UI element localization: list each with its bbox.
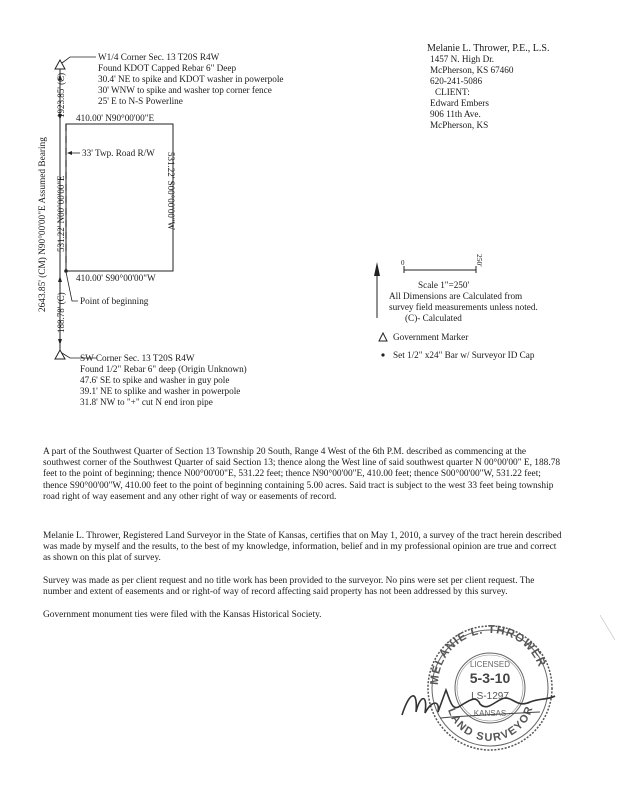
top-corner-note-2: 30.4' NE to spike and KDOT washer in powerpole [98,74,284,84]
right-boundary-label: 531.22' S00°00'00"W [166,152,176,231]
legal-description: A part of the Southwest Quarter of Section 13 Township 20 South, Range 4 West of the 6th P.M. described as commencing at the southwest corner of the Southwest Quarter of said Section 13; thence along the West line of said southwest quarter N 00°00'00" E, 188.78 feet to the point of beginning; thence N00°00'00"E, 531.22 feet; thence N90°00'00"E, 410.00 feet; thence S00°00'00"W, 531.22 feet; thence S90°00'00"W, 410.00 feet to the point of beginning containing 5.00 acres. Said tract is subject to the west 33 feet being township road right of way easement and any other right of way or easements of record. [43,447,561,502]
client-city: McPherson, KS [430,120,489,130]
pob-label: Point of beginning [80,296,149,306]
dimension-note-1: All Dimensions are Calculated from [389,291,523,301]
bottom-corner-note-2: 47.6' SE to spike and washer in guy pole [80,375,230,385]
dimension-note-2: survey field measurements unless noted. [389,302,538,312]
client-heading: CLIENT: [435,87,470,97]
top-corner-label: W1/4 Corner Sec. 13 T20S R4W [98,52,220,62]
top-corner-note-3: 30' WNW to spike and washer top corner fence [98,85,272,95]
bottom-corner-note-1: Found 1/2" Rebar 6" deep (Origin Unknown) [80,364,247,374]
bottom-corner-label: SW Corner Sec. 13 T20S R4W [80,353,195,363]
scale-end-label: 250' [475,254,484,267]
bottom-boundary-label: 410.00' S90°00'00"W [76,273,156,283]
surveyor-phone: 620-241-5086 [430,76,483,86]
legend-item-set-bar: Set 1/2" x24" Bar w/ Surveyor ID Cap [393,350,535,360]
left-boundary-label: 531.22' N00°00'00"E [56,175,66,252]
surveyor-address: 1457 N. High Dr. [430,54,495,64]
scale-zero-label: 0 [401,259,405,267]
bottom-corner-note-4: 31.8' NW to "+" cut N end iron pipe [80,397,213,407]
dimension-note-3: (C)- Calculated [405,313,462,323]
seal-top-text: MELANIE L. THROWER [428,623,548,686]
seal-state: KANSAS [473,709,507,718]
north-segment-label: 1923.85' (C) [56,72,66,118]
top-corner-note-1: Found KDOT Capped Rebar 6" Deep [98,63,237,73]
monument-ties-note: Government monument ties were filed with the Kansas Historical Society. [43,610,322,620]
certification-paragraph: Melanie L. Thrower, Registered Land Surveyor in the State of Kansas, certifies that on May 1, 2010, a survey of the tract herein described was made by myself and the results, to the best of my knowledge, information, belief and in my professional opinion are true and correct as shown on this plat of survey. [43,531,562,564]
west-line-total-label: 2643.85' (CM) N90°00'00"E Assumed Bearing [38,137,48,312]
top-corner-note-4: 25' E to N-S Powerline [98,96,183,106]
client-address: 906 11th Ave. [430,109,481,119]
legend-item-government-marker: Government Marker [393,332,469,342]
scale-label: Scale 1"=250' [418,280,470,290]
road-label: 33' Twp. Road R/W [82,148,155,158]
seal-date: 5-3-10 [469,670,511,686]
top-boundary-label: 410.00' N90°00'00"E [76,113,155,123]
seal-number: LS-1297 [471,691,509,702]
surveyor-city: McPherson, KS 67460 [430,65,514,75]
client-name: Edward Embers [430,98,489,108]
survey-note-paragraph: Survey was made as per client request and no title work has been provided to the surveyor. No pins were set per client request. The number and extent of easements and or right-of way of record affecting said property has not been addressed by this survey. [43,576,535,598]
bottom-corner-note-3: 39.1' NE to splike and washer in powerpole [80,386,241,396]
south-segment-label: 188.78' (C) [56,292,66,333]
seal-licensed: LICENSED [469,660,511,669]
surveyor-name: Melanie L. Thrower, P.E., L.S. [427,43,550,54]
seal-bottom-text: LAND SURVEYOR [445,703,536,744]
